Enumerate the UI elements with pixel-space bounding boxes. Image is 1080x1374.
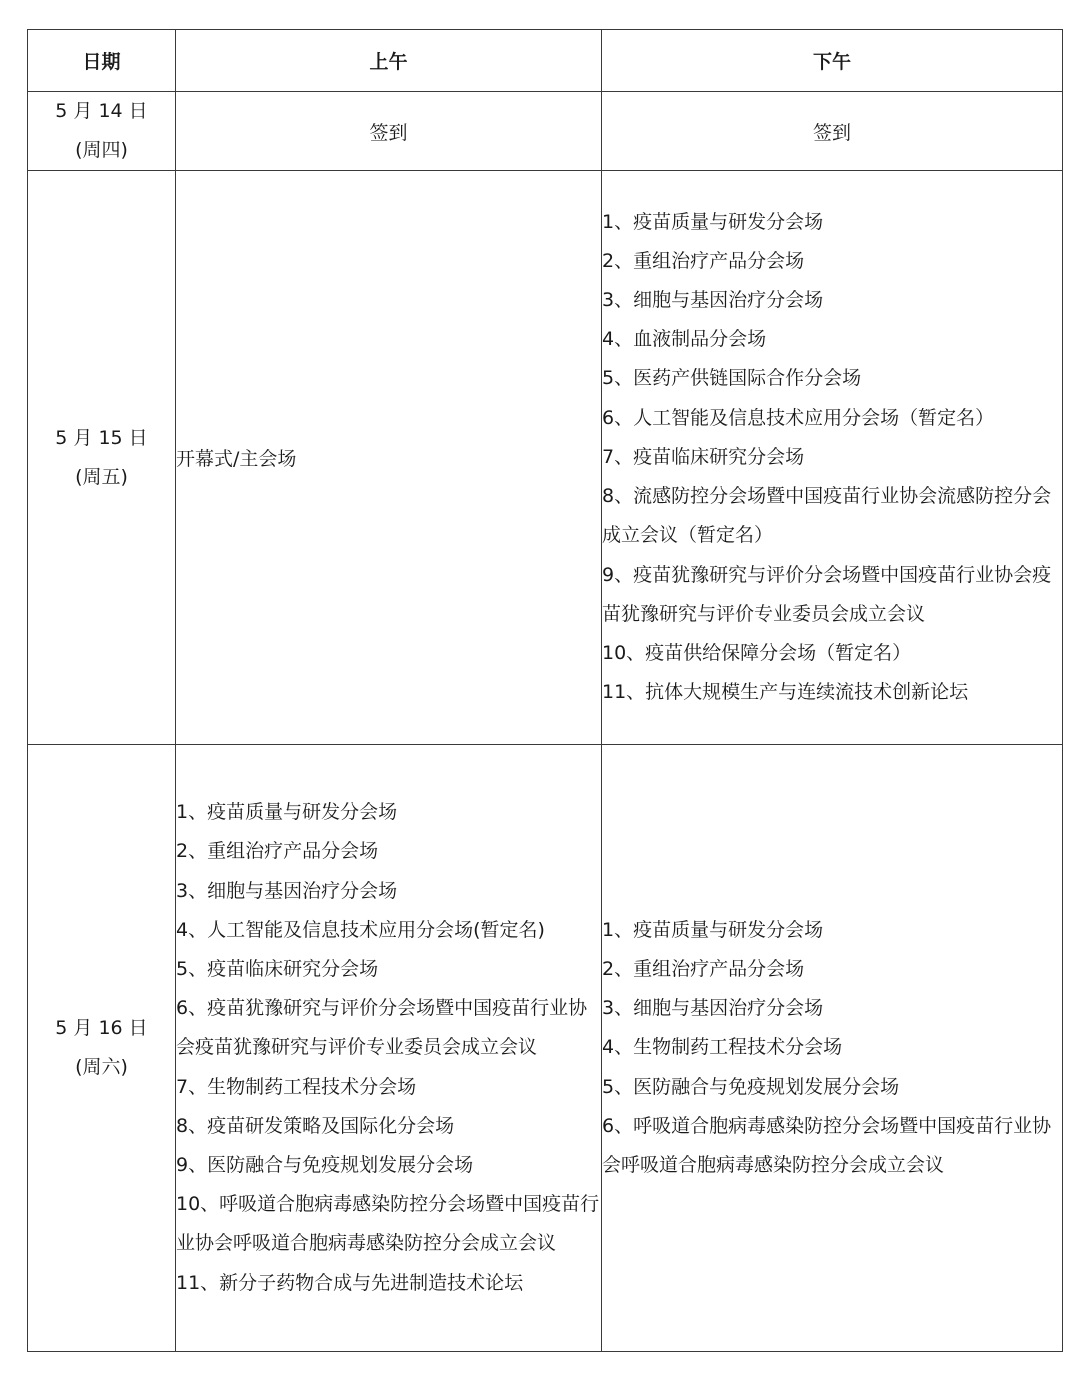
date-text: 5 月 14 日 xyxy=(55,100,148,122)
morning-cell: 开幕式/主会场 xyxy=(176,171,602,745)
list-item: 5、疫苗临床研究分会场 xyxy=(176,957,379,980)
list-item: 8、疫苗研发策略及国际化分会场 xyxy=(176,1114,455,1137)
table-row xyxy=(28,92,1063,171)
list-item: 1、疫苗质量与研发分会场 xyxy=(176,801,398,824)
date-cell xyxy=(28,92,176,171)
date-cell xyxy=(28,745,176,1352)
header-row xyxy=(28,30,1063,92)
list-item: 7、生物制药工程技术分会场 xyxy=(176,1075,417,1098)
weekday-text: (周四) xyxy=(75,139,128,161)
weekday-text: (周六) xyxy=(75,1056,128,1078)
list-item: 2、重组治疗产品分会场 xyxy=(602,957,805,980)
weekday-text: (周五) xyxy=(75,465,128,488)
header-afternoon: 下午 xyxy=(602,30,1063,92)
list-item: 7、疫苗临床研究分会场 xyxy=(602,445,805,468)
list-item: 1、疫苗质量与研发分会场 xyxy=(602,210,824,233)
list-item: 3、细胞与基因治疗分会场 xyxy=(602,997,824,1020)
date-text: 5 月 15 日 xyxy=(55,426,148,449)
list-item: 6、人工智能及信息技术应用分会场（暂定名） xyxy=(602,406,995,429)
table-row xyxy=(28,171,1063,745)
afternoon-cell xyxy=(602,745,1063,1352)
list-item: 5、医防融合与免疫规划发展分会场 xyxy=(602,1075,900,1098)
list-item: 8、流感防控分会场暨中国疫苗行业协会流感防控分会成立会议（暂定名） xyxy=(602,485,1052,547)
morning-cell: 签到 xyxy=(176,92,602,171)
list-item: 3、细胞与基因治疗分会场 xyxy=(602,289,824,312)
list-item: 10、疫苗供给保障分会场（暂定名） xyxy=(602,641,912,664)
list-item: 2、重组治疗产品分会场 xyxy=(602,249,805,272)
list-item: 4、人工智能及信息技术应用分会场(暂定名) xyxy=(176,918,545,941)
afternoon-cell xyxy=(602,171,1063,745)
list-item: 6、疫苗犹豫研究与评价分会场暨中国疫苗行业协会疫苗犹豫研究与评价专业委员会成立会议 xyxy=(176,997,588,1059)
header-date: 日期 xyxy=(28,30,176,92)
afternoon-cell: 签到 xyxy=(602,92,1063,171)
list-item: 9、疫苗犹豫研究与评价分会场暨中国疫苗行业协会疫苗犹豫研究与评价专业委员会成立会议 xyxy=(602,563,1052,625)
date-text: 5 月 16 日 xyxy=(55,1017,148,1039)
list-item: 5、医药产供链国际合作分会场 xyxy=(602,367,862,390)
list-item: 1、疫苗质量与研发分会场 xyxy=(602,918,824,941)
list-item: 9、医防融合与免疫规划发展分会场 xyxy=(176,1154,474,1176)
date-cell xyxy=(28,171,176,745)
list-item: 11、新分子药物合成与先进制造技术论坛 xyxy=(176,1271,524,1294)
list-item: 2、重组治疗产品分会场 xyxy=(176,840,379,863)
list-item: 4、生物制药工程技术分会场 xyxy=(602,1036,843,1059)
morning-cell xyxy=(176,745,602,1352)
header-morning: 上午 xyxy=(176,30,602,92)
list-item: 11、抗体大规模生产与连续流技术创新论坛 xyxy=(602,681,969,704)
list-item: 6、呼吸道合胞病毒感染防控分会场暨中国疫苗行业协会呼吸道合胞病毒感染防控分会成立会议 xyxy=(602,1114,1052,1176)
table-row xyxy=(28,745,1063,1352)
list-item: 4、血液制品分会场 xyxy=(602,328,767,351)
list-item: 10、呼吸道合胞病毒感染防控分会场暨中国疫苗行业协会呼吸道合胞病毒感染防控分会成立会议 xyxy=(176,1193,600,1255)
list-item: 3、细胞与基因治疗分会场 xyxy=(176,879,398,902)
schedule-table xyxy=(27,29,1063,1352)
